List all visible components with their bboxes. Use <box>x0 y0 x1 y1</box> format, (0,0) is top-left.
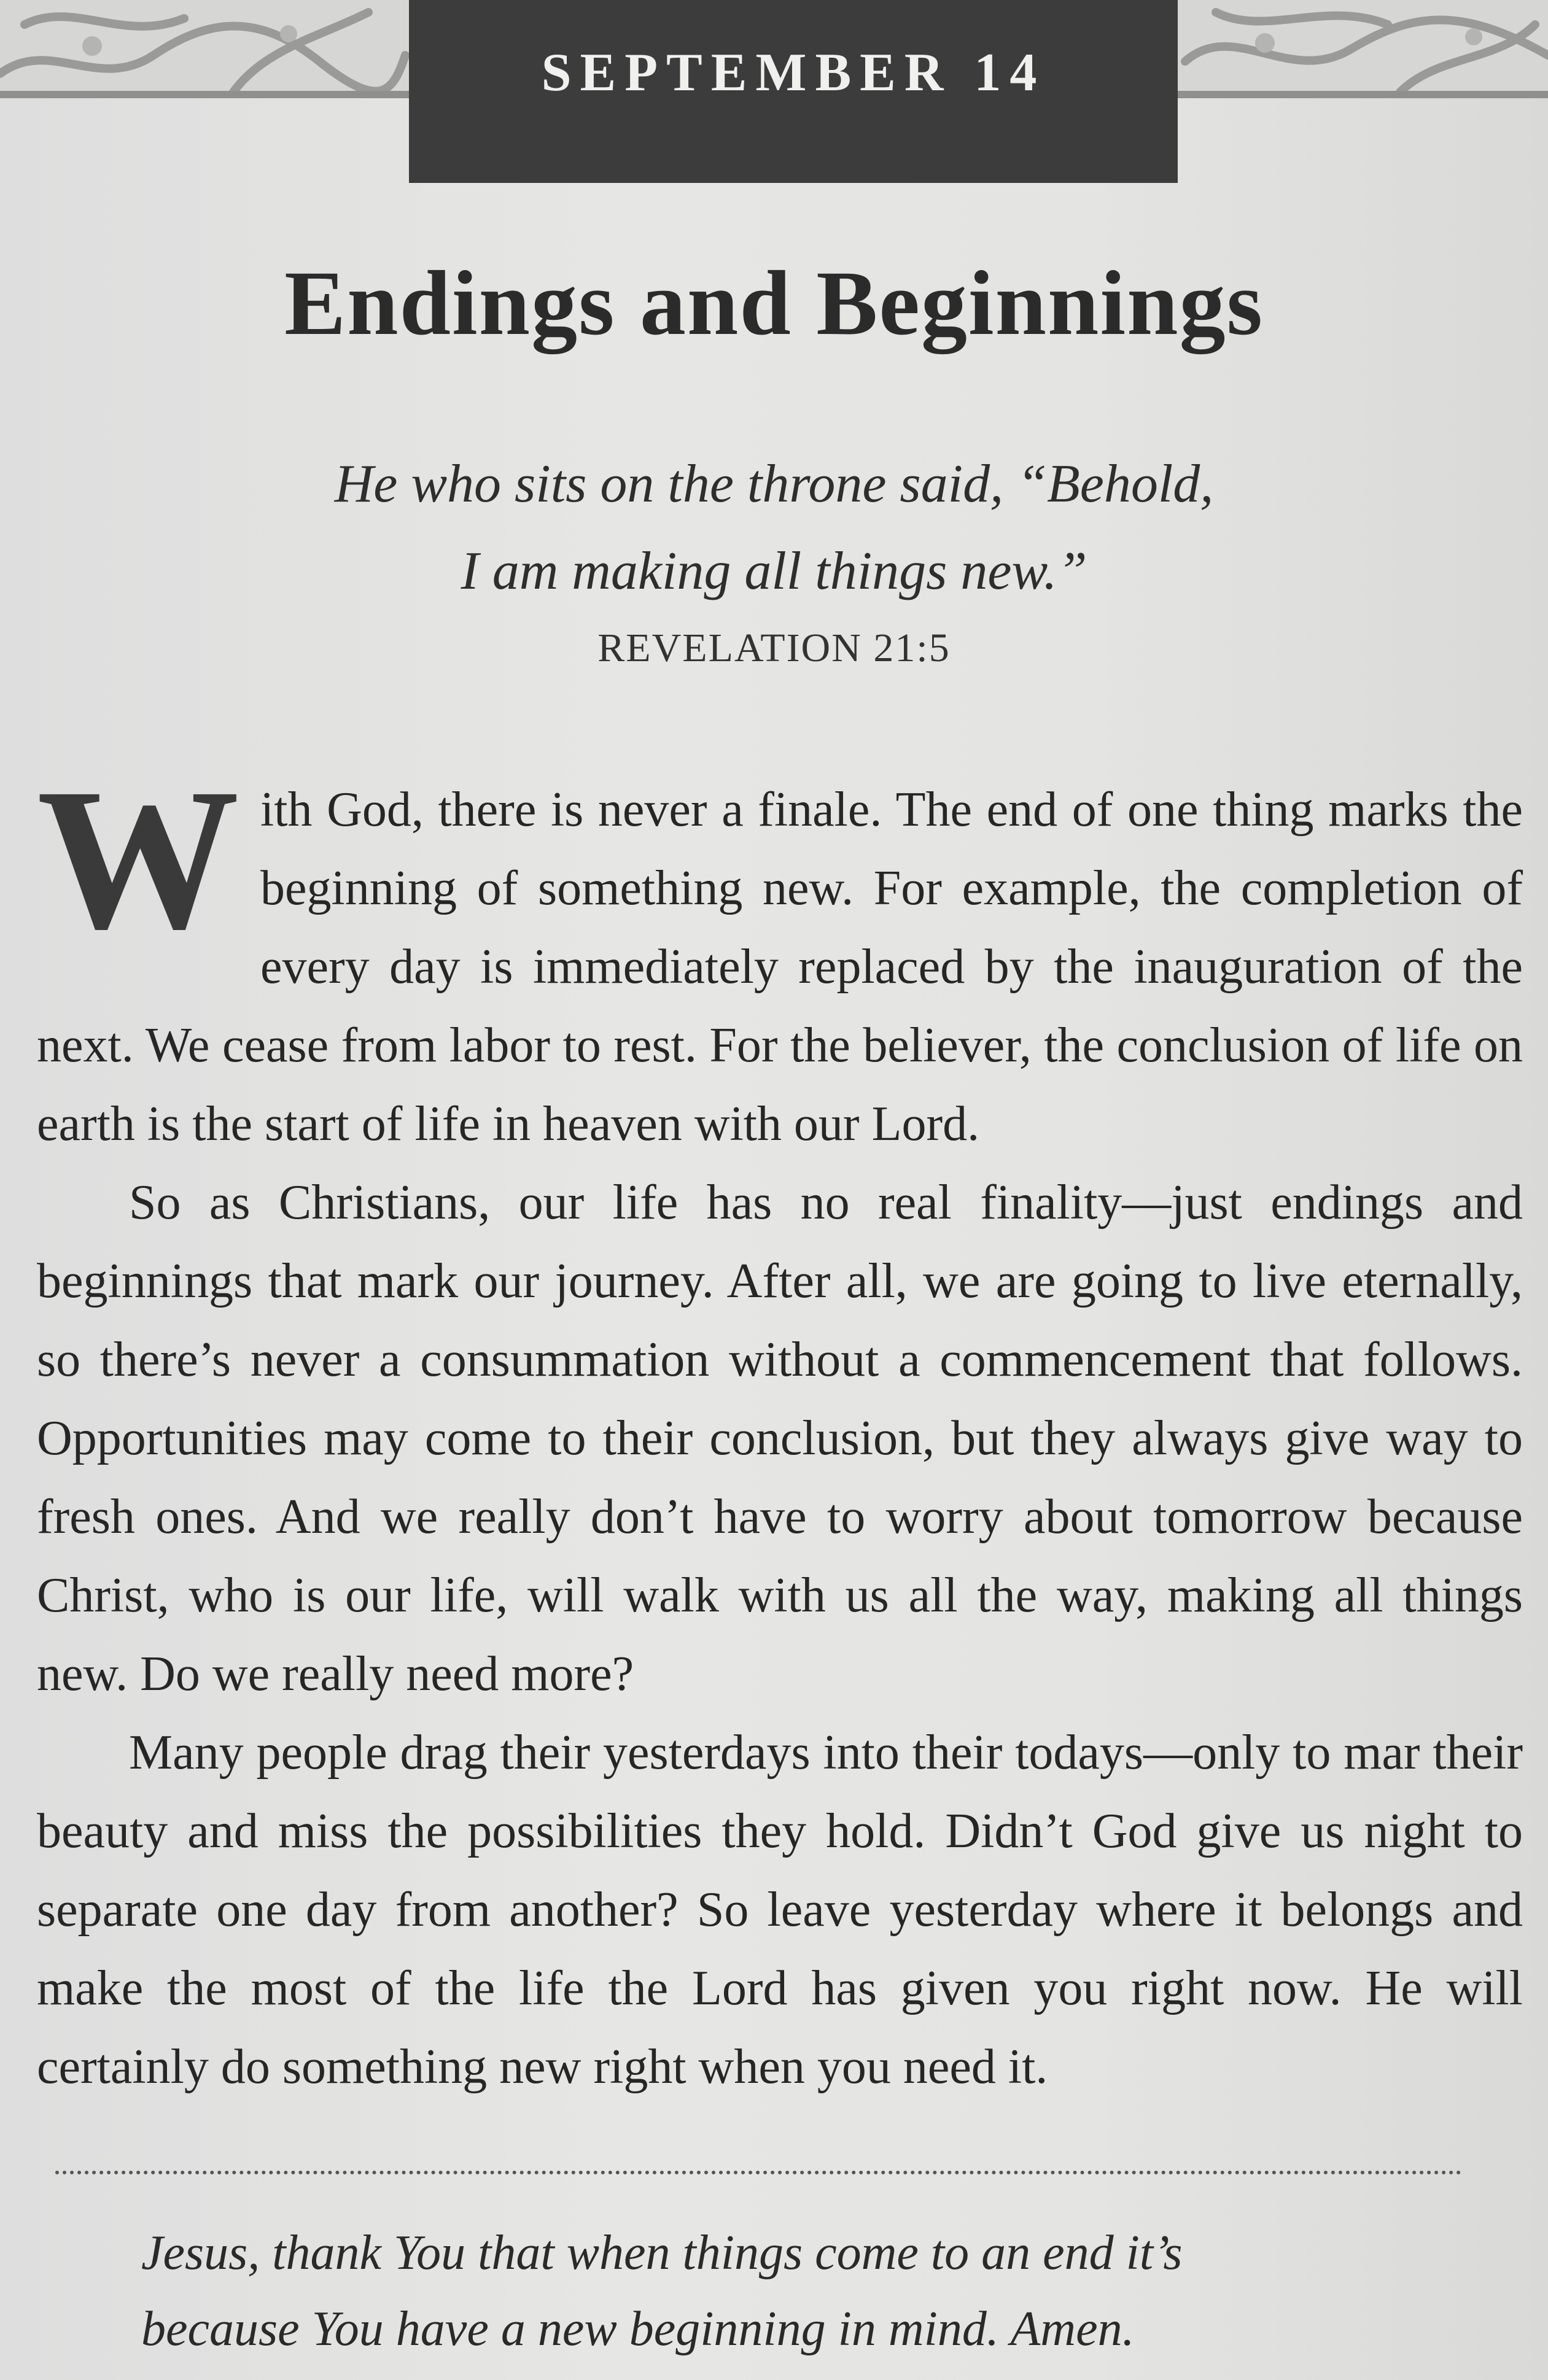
devotional-body <box>37 747 1523 2106</box>
prayer-line-2: because You have a new beginning in mind. Amen. <box>141 2302 1135 2356</box>
date-banner <box>409 0 1178 183</box>
closing-prayer <box>141 2215 1431 2367</box>
paragraph-3: Many people drag their yesterdays into their todays—only to mar their beauty and miss the possibilities they hold. Didn’t God give us night to separate one day from another? So leave yesterday where it belongs and make the most of the life the Lord has given you right now. He will certainly do something new right when you need it. <box>37 1726 1523 2094</box>
paragraph-1-text: ith God, there is never a finale. The end of one thing marks the beginning of something new. For example, the completion of every day is immediately replaced by the inauguration of the next. We cease from labor to rest. For the believer, the conclusion of life on earth is the start of life in heaven with our Lord. <box>37 783 1523 1151</box>
verse-reference: REVELATION 21:5 <box>597 626 951 670</box>
dotted-divider <box>55 2171 1461 2174</box>
prayer-line-1: Jesus, thank You that when things come to an end it’s <box>141 2226 1183 2280</box>
date-label: SEPTEMBER 14 <box>541 42 1046 103</box>
verse-line-1: He who sits on the throne said, “Behold, <box>334 454 1214 514</box>
paragraph-1 <box>37 747 1523 1163</box>
drop-cap: W <box>37 747 239 971</box>
verse-line-2: I am making all things new.” <box>461 541 1087 601</box>
paragraph-2: So as Christians, our life has no real finality—just endings and beginnings that mark our journey. After all, we are going to live eternally, so there’s never a consummation without a commencement that follows. Opportunities may come to their conclusion, but they always give way to fresh ones. And we really don’t have to worry about tomorrow because Christ, who is our life, will walk with us all the way, making all things new. Do we really need more? <box>37 1176 1523 1701</box>
scripture-verse <box>0 441 1548 615</box>
page-title: Endings and Beginnings <box>284 252 1264 354</box>
